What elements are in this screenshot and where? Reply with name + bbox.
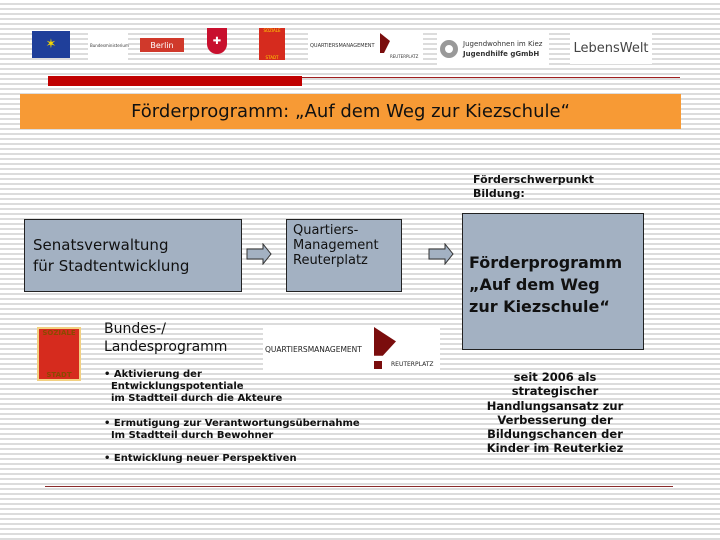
eu-logo bbox=[32, 31, 70, 58]
focus-label: Förderschwerpunkt Bildung: bbox=[473, 173, 594, 200]
arrow-right-icon bbox=[246, 243, 272, 265]
senatsverwaltung-text: Senatsverwaltung für Stadtentwicklung bbox=[33, 235, 190, 275]
qm-logo-small bbox=[308, 31, 423, 61]
jugendwohnen-line2: Jugendhilfe gGmbH bbox=[463, 50, 540, 58]
lebenswelt-text: LebensWelt bbox=[573, 40, 649, 56]
soziale-text: SOZIALE bbox=[263, 28, 281, 33]
jugendwohnen-line1: Jugendwohnen im Kiez bbox=[463, 40, 543, 48]
side-note: seit 2006 als strategischer Handlungsansatz zur Verbesserung der Bildungschancen der Kinder im Reuterkiez bbox=[486, 370, 624, 456]
qm-sub-text: REUTERPLATZ bbox=[390, 54, 419, 59]
jugendwohnen-logo bbox=[437, 33, 549, 65]
qm-dot-icon bbox=[374, 361, 382, 369]
stadt-text: STADT bbox=[46, 371, 72, 379]
title-banner bbox=[20, 94, 681, 129]
program-bullet: • Ermutigung zur Verantwortungsübernahme Im Stadtteil durch Bewohner bbox=[104, 418, 360, 441]
qm-mark-icon bbox=[374, 327, 396, 363]
eu-stars-icon: ✶ bbox=[45, 37, 57, 52]
quartiersmanagement-box bbox=[286, 219, 402, 292]
bund-logo bbox=[88, 30, 128, 60]
soziale-stadt-logo bbox=[37, 327, 81, 381]
berlin-logo bbox=[140, 38, 184, 52]
bund-text: Bundesministerium bbox=[90, 42, 129, 48]
berlin-text: Berlin bbox=[150, 40, 174, 50]
program-heading: Bundes-/ Landesprogramm bbox=[104, 321, 228, 355]
bottom-divider bbox=[45, 486, 673, 487]
program-bullet: • Aktivierung der Entwicklungspotentiale im Stadtteil durch die Akteure bbox=[104, 369, 283, 404]
banner-title: Förderprogramm: „Auf dem Weg zur Kiezschule“ bbox=[131, 101, 570, 122]
senatsverwaltung-box bbox=[24, 219, 242, 292]
kiezschule-box bbox=[462, 213, 644, 350]
arrow-right-icon bbox=[428, 243, 454, 265]
kiezschule-text: Förderprogramm „Auf dem Weg zur Kiezschule“ bbox=[469, 252, 623, 316]
program-bullet: • Entwicklung neuer Perspektiven bbox=[104, 453, 297, 464]
stadt-text: STADT bbox=[265, 55, 279, 60]
soziale-stadt-logo-small bbox=[259, 28, 285, 60]
qm-logo bbox=[263, 327, 440, 371]
red-bar bbox=[48, 76, 302, 86]
lebenswelt-logo bbox=[570, 32, 652, 64]
qm-mark-icon bbox=[380, 33, 390, 53]
qm-text: QUARTIERSMANAGEMENT bbox=[265, 344, 362, 354]
soziale-text: SOZIALE bbox=[42, 329, 76, 337]
quartiersmanagement-text: Quartiers- Management Reuterplatz bbox=[293, 223, 379, 268]
neukoelln-crest: ✚ bbox=[207, 28, 227, 54]
jugendwohnen-icon bbox=[440, 40, 458, 58]
qm-sub-text: REUTERPLATZ bbox=[391, 361, 434, 368]
qm-text: QUARTIERSMANAGEMENT bbox=[310, 43, 375, 49]
divider-line bbox=[302, 77, 680, 78]
